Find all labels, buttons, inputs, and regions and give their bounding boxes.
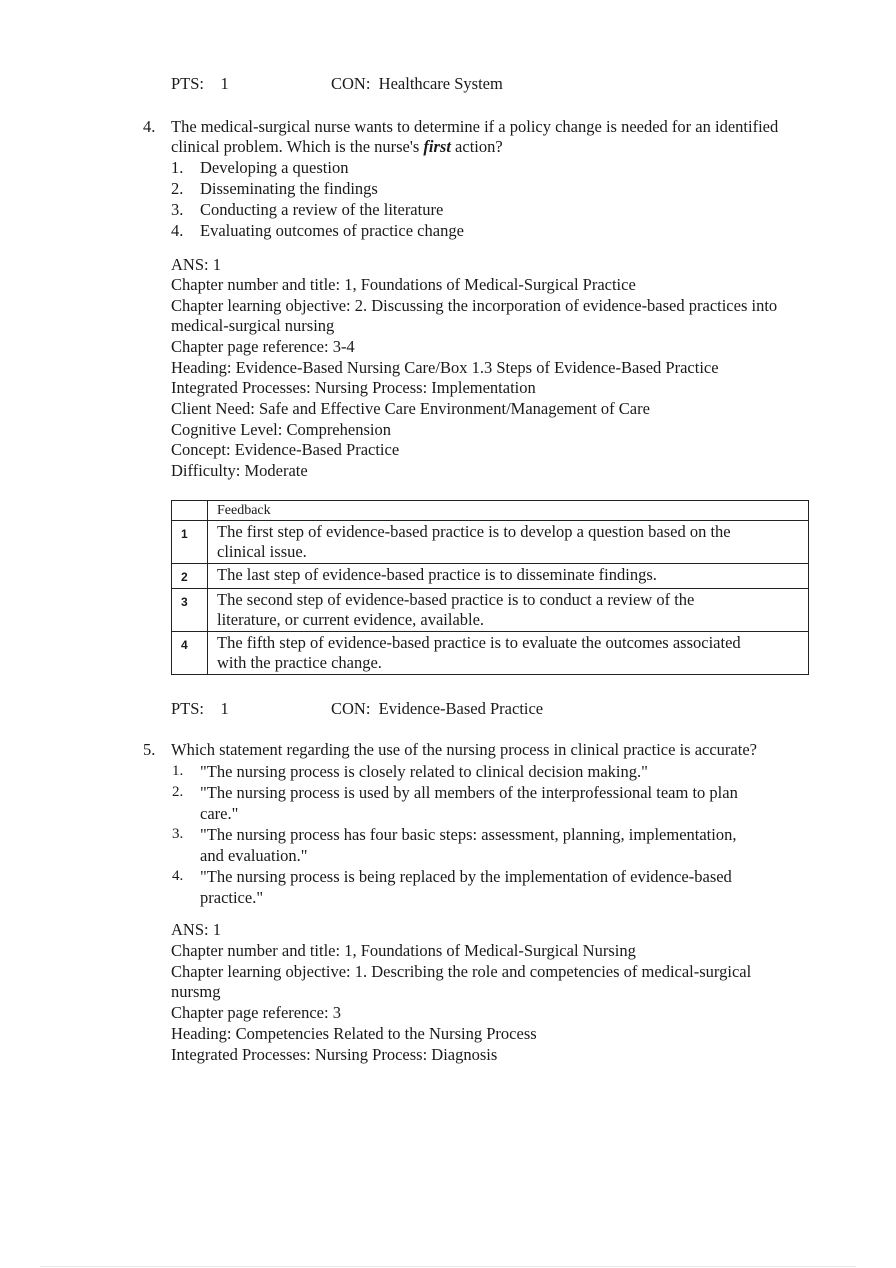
question-number: 4. <box>143 117 156 136</box>
feedback-row <box>172 632 809 675</box>
option-text: "The nursing process has four basic steps: assessment, planning, implementation, <box>200 825 737 844</box>
meta-line: Chapter number and title: 1, Foundations of Medical-Surgical Nursing <box>171 941 636 960</box>
feedback-row <box>172 564 809 589</box>
meta-line: Concept: Evidence-Based Practice <box>171 440 400 459</box>
meta-line: medical-surgical nursing <box>171 316 335 335</box>
option-number: 4. <box>172 868 184 884</box>
option-text: Developing a question <box>200 158 349 177</box>
meta-line: Integrated Processes: Nursing Process: Diagnosis <box>171 1045 498 1064</box>
meta-line: Chapter learning objective: 2. Discussing the incorporation of evidence-based practices into <box>171 296 778 315</box>
option-text-continued: practice." <box>200 888 264 907</box>
con-label: CON: Evidence-Based Practice <box>331 699 544 718</box>
answer-line: ANS: 1 <box>171 920 221 939</box>
meta-line: Chapter learning objective: 1. Describing the role and competencies of medical-surgical <box>171 962 752 981</box>
option-text: "The nursing process is being replaced by the implementation of evidence-based <box>200 867 732 886</box>
meta-line: Heading: Evidence-Based Nursing Care/Box 1.3 Steps of Evidence-Based Practice <box>171 358 719 377</box>
meta-line: Cognitive Level: Comprehension <box>171 420 391 439</box>
meta-line: Integrated Processes: Nursing Process: Implementation <box>171 378 536 397</box>
feedback-table <box>171 500 809 675</box>
option-text: Evaluating outcomes of practice change <box>200 221 464 240</box>
con-label: CON: Healthcare System <box>331 74 503 93</box>
option-text-continued: and evaluation." <box>200 846 308 865</box>
page-bottom-divider <box>40 1266 856 1267</box>
meta-line: Chapter number and title: 1, Foundations of Medical-Surgical Practice <box>171 275 636 294</box>
feedback-text: The first step of evidence-based practice is to develop a question based on the clinical issue. <box>208 521 809 564</box>
meta-line: Client Need: Safe and Effective Care Environment/Management of Care <box>171 399 650 418</box>
feedback-text: The fifth step of evidence-based practice is to evaluate the outcomes associated with the practice change. <box>208 632 809 675</box>
feedback-number: 4 <box>172 632 208 675</box>
option-number: 1. <box>172 763 184 779</box>
option-number: 3. <box>171 200 184 219</box>
option-text-continued: care." <box>200 804 239 823</box>
feedback-text: The second step of evidence-based practice is to conduct a review of the literature, or current evidence, available. <box>208 589 809 632</box>
feedback-row <box>172 589 809 632</box>
answer-line: ANS: 1 <box>171 255 221 274</box>
meta-line: Chapter page reference: 3 <box>171 1003 341 1022</box>
meta-line: nursmg <box>171 982 221 1001</box>
meta-line: Chapter page reference: 3-4 <box>171 337 355 356</box>
feedback-text: The last step of evidence-based practice is to disseminate findings. <box>208 564 809 589</box>
meta-line: Heading: Competencies Related to the Nursing Process <box>171 1024 537 1043</box>
feedback-header-row <box>172 501 809 521</box>
option-number: 3. <box>172 826 184 842</box>
option-number: 1. <box>171 158 184 177</box>
question-stem: Which statement regarding the use of the nursing process in clinical practice is accurate? <box>171 740 757 759</box>
option-text: Disseminating the findings <box>200 179 378 198</box>
pts-label: PTS: 1 <box>171 699 229 718</box>
question-stem-continued: clinical problem. Which is the nurse's first action? <box>171 137 503 156</box>
feedback-number: 3 <box>172 589 208 632</box>
feedback-row <box>172 521 809 564</box>
feedback-header-blank <box>172 501 208 521</box>
option-number: 2. <box>171 179 184 198</box>
question-number: 5. <box>143 740 156 759</box>
feedback-header: Feedback <box>208 501 809 521</box>
feedback-number: 1 <box>172 521 208 564</box>
emphasis-first: first <box>423 137 451 156</box>
option-text: "The nursing process is closely related to clinical decision making." <box>200 762 648 781</box>
option-number: 2. <box>172 784 184 800</box>
pts-label: PTS: 1 <box>171 74 229 93</box>
option-text: Conducting a review of the literature <box>200 200 444 219</box>
question-stem: The medical-surgical nurse wants to determine if a policy change is needed for an identified <box>171 117 779 136</box>
option-text: "The nursing process is used by all members of the interprofessional team to plan <box>200 783 738 802</box>
option-number: 4. <box>171 221 184 240</box>
feedback-number: 2 <box>172 564 208 589</box>
meta-line: Difficulty: Moderate <box>171 461 308 480</box>
